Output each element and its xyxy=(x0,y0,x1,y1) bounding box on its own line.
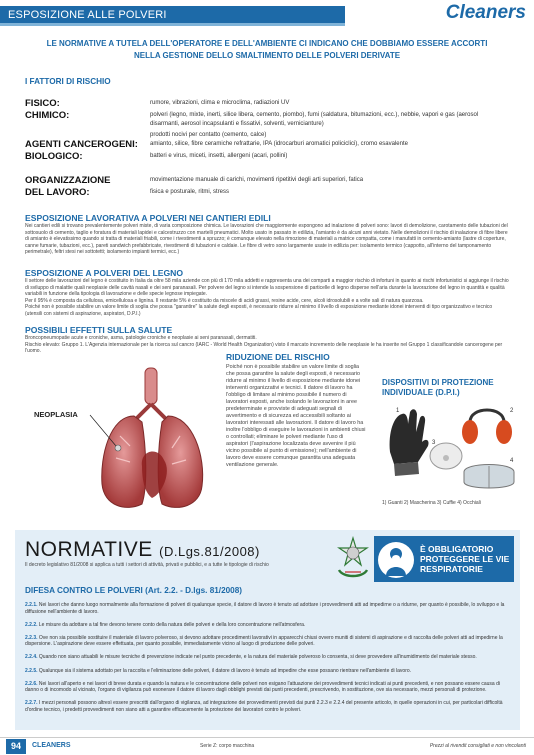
risk-value: rumore, vibrazioni, clima e microclima, radiazioni UV xyxy=(150,100,290,106)
num-1: 1 xyxy=(396,408,400,414)
goggles-icon xyxy=(464,465,514,489)
risk-value: polveri (legno, mixte, inerti, silice libera, cemento, piombo), fumi (saldatura, bitumazioni, ecc.), nebbie, vapori e gas (aerosol disarmanti, aerosol incapsulanti e fissativi, solventi, vernicianture) xyxy=(150,112,479,127)
neoplasia-label: NEOPLASIA xyxy=(34,410,78,419)
risk-row-lavoro xyxy=(25,188,505,198)
dpi-caption: 1) Guanti 2) Mascherina 3) Cuffie 4) Occhiali xyxy=(382,500,481,506)
dpi-title: DISPOSITIVI DI PROTEZIONE INDIVIDUALE (D.P.I.) xyxy=(382,378,494,397)
risk-value: prodotti nocivi per contatto (cemento, calce) xyxy=(150,132,267,138)
page-number: 94 xyxy=(6,739,26,754)
article-item xyxy=(25,668,515,675)
num-3: 3 xyxy=(432,440,436,446)
article-item xyxy=(25,635,515,648)
articles-list xyxy=(25,602,515,720)
warning-box xyxy=(374,536,514,582)
risk-label: FISICO: xyxy=(25,98,60,109)
edili-section xyxy=(25,213,509,256)
normative-title-sub: (D.Lgs.81/2008) xyxy=(159,544,260,559)
article-num: 2.2.1. xyxy=(25,602,38,608)
article-item xyxy=(25,622,515,629)
article-text: Quando non siano attuabili le misure tecniche di prevenzione indicate nel punto precedente, e la natura del materiale polveroso lo consenta, si deve provvedere all'inumidimento del materiale stesso. xyxy=(38,654,477,661)
risk-row-cancerogeni xyxy=(25,140,505,150)
risk-value: fisica e posturale, ritmi, stress xyxy=(150,188,230,195)
dpi-section xyxy=(382,378,522,506)
article-text: Nei lavori all'aperto e nei lavori di breve durata e quando la natura e le concentrazione delle polveri non esigano l'attuazione dei provvedimenti tecnici indicati ai punti precedenti, e non possano essere causa di danno o di incomodo al vicinato, l'organo di vigilanza può esonerare il datore di lavoro dagli obblighi previsti dai punti precedenti, prescrivendo, in sostituzione, ove sia necessario, mezzi personali di protezione. xyxy=(25,680,500,694)
intro-line-1: LE NORMATIVE A TUTELA DELL'OPERATORE E DELL'AMBIENTE CI INDICANO CHE DOBBIAMO ESSERE ACCORTI xyxy=(46,39,488,48)
article-text: Ove non sia possibile sostituire il materiale di lavoro polveroso, si devono adottare procedimenti lavorativi in apparecchi chiusi ovvero muniti di sistemi di aspirazione e di raccolta delle polveri atti ad impedirne la dispersione. L'aspirazione deve essere effettuata, per quanto possibile, immediatamente vicino al luogo di produzione delle polveri. xyxy=(25,634,503,648)
legno-text-1: Il settore delle lavorazioni del legno è costituito in Italia da oltre 58 mila aziende con più di 170 mila addetti e rappresenta una dei comparti a maggior rischio di infortuni in quanto ai rischi infortunistici si aggiunge il rischio di sviluppo di malattie quali neoplasie delle cavità nasali e dei seni paranasali. Per polvere del legno si intende la sospensione di particelle di legno disperse nell'aria durante la lavorazione del legno in quantità e qualità variabili in funzione della tipologia di lavorazione e delle specie legnose impiegate. xyxy=(25,278,509,298)
warning-text: È OBBLIGATORIO PROTEGGERE LE VIE RESPIRATORIE xyxy=(420,544,510,574)
respirator-icon xyxy=(378,542,414,578)
ear-muffs-icon xyxy=(462,410,512,444)
footer-series: Serie Z: corpo macchina xyxy=(200,743,255,749)
risk-label: BIOLOGICO: xyxy=(25,150,83,162)
riduzione-text: Poiché non è possibile stabilire un valore limite di soglia che possa garantire la salute degli esposti, è necessario ridurre al minimo il livello di esposizione mediante idonei interventi organizzativi e tecnici. Il datore di lavoro ha l'obbligo di limitare al minimo possibile il numero di lavoratori esposti, anche isolando le lavorazioni in aree predeterminate e provviste di adeguati segnali di avvertimento e di sicurezza ed accessibili soltanto ai lavoratori interessati alle lavorazioni. Il datore di lavoro ha inoltre l'obbligo di eseguire le lavorazioni in ambienti chiusi o controllati; eliminare le polveri mediante l'uso di aspiratori (l'aspirazione localizzata deve avvenire il più vicino possibile al punto di emissione); nell'ambiente di lavoro deve essere comunque garantita una adeguata ventilazione generale. xyxy=(226,364,366,468)
ppe-icons xyxy=(382,402,522,498)
article-num: 2.2.7. xyxy=(25,700,38,707)
article-num: 2.2.3. xyxy=(25,634,38,641)
article-num: 2.2.6. xyxy=(25,680,38,687)
article-text: Qualunque sia il sistema adottato per la raccolta e l'eliminazione delle polveri, il datore di lavoro è tenuto ad impedire che esse possano rientrare nell'ambiente di lavoro. xyxy=(38,667,412,674)
article-num: 2.2.4. xyxy=(25,654,38,661)
brand-logo: Cleaners xyxy=(445,2,526,23)
legno-title: ESPOSIZIONE A POLVERI DEL LEGNO xyxy=(25,268,184,278)
footer-note: Prezzi al rivendit consigliati e non vincolanti xyxy=(429,743,526,749)
risk-value: movimentazione manuale di carichi, movimenti ripetitivi degli arti superiori, fatica xyxy=(150,176,364,183)
section-title: ESPOSIZIONE ALLE POLVERI xyxy=(0,6,345,26)
mask-icon xyxy=(430,443,462,469)
article-num: 2.2.5. xyxy=(25,667,38,674)
page-footer xyxy=(0,737,534,755)
salute-title: POSSIBILI EFFETTI SULLA SALUTE xyxy=(25,325,173,335)
riduzione-title: RIDUZIONE DEL RISCHIO xyxy=(226,352,330,362)
normative-panel xyxy=(15,530,520,730)
salute-section xyxy=(25,325,509,355)
risk-label: AGENTI CANCEROGENI: xyxy=(25,138,138,150)
num-2: 2 xyxy=(510,408,514,414)
lungs-icon xyxy=(30,366,215,516)
dpi-images xyxy=(382,402,522,498)
intro-statement xyxy=(20,38,514,62)
article-item xyxy=(25,654,515,661)
article-text: Le misure da adottare a tal fine devono tenere conto della natura delle polveri e della loro concentrazione nell'atmosfera. xyxy=(38,621,306,628)
legno-text-2: Per il 95% è composta da cellulosa, emicellulosa e lignina. Il restante 5% è costituito da miscele di acidi grassi, resine acide, cere, alcoli idrosolubili e a volte sali di natura quarzosa. xyxy=(25,297,424,304)
risk-value: batteri e virus, miceti, insetti, allergeni (acari, pollini) xyxy=(150,152,288,159)
normative-subtitle: Il decreto legislativo 81/2008 si applica a tutti i settori di attività, privati e pubblici, e a tutte le tipologie di rischio xyxy=(25,562,269,568)
legno-text-3: Poiché non è possibile stabilire un valore limite di soglia che possa "garantire" la salute degli esposti, è necessario ridurre al minimo il livello di esposizione mediante idonei interventi di tipo organizzativo e tecnico (utensili con sistemi di aspirazione, aspiratori, D.P.I.) xyxy=(25,304,493,317)
risk-row-fisico xyxy=(25,99,505,109)
salute-text-2: Rischio elevato: Gruppo 1. L'Agenzia internazionale per la ricerca sul cancro (IARC - World Health Organization) visto il marcato incremento delle neoplasie le ha inserite nel Gruppo 1 classificandole cancerogene per l'uomo. xyxy=(25,341,503,355)
footer-brand: CLEANERS xyxy=(32,742,71,749)
gloves-icon xyxy=(390,409,429,476)
difesa-title: DIFESA CONTRO LE POLVERI (Art. 2.2. - D.lgs. 81/2008) xyxy=(25,586,243,595)
fattori-title: I FATTORI DI RISCHIO xyxy=(25,77,111,86)
article-item xyxy=(25,681,515,694)
article-item xyxy=(25,602,515,615)
top-bar xyxy=(0,0,534,30)
article-num: 2.2.2. xyxy=(25,621,38,628)
italian-emblem-icon xyxy=(333,536,373,580)
num-4: 4 xyxy=(510,458,514,464)
normative-title xyxy=(25,538,260,562)
risk-row-organizzazione xyxy=(25,176,505,186)
normative-title-main: NORMATIVE xyxy=(25,538,153,561)
article-item xyxy=(25,700,515,713)
riduzione-section xyxy=(226,352,366,469)
article-text: I mezzi personali possono altresì essere prescritti dall'organo di vigilanza, ad integrazione dei provvedimenti previsti dai punti 2.2.3 e 2.2.4 del presente articolo, in quelle operazioni in cui, per particolari difficoltà d'ordine tecnico, i predetti provvedimenti non siano atti a garantire efficacemente la protezione dei lavoratori contro le polveri. xyxy=(25,700,503,713)
risk-factors-table xyxy=(25,99,505,198)
risk-row-biologico xyxy=(25,152,505,162)
risk-label: CHIMICO: xyxy=(25,110,70,121)
article-text: Nei lavori che danno luogo normalmente alla formazione di polveri di qualunque specie, il datore di lavoro è tenuto ad adottare i provvedimenti atti ad impedirne o a ridurne, per quanto è possibile, lo sviluppo e la diffusione nell'ambiente di lavoro. xyxy=(25,602,505,615)
legno-section xyxy=(25,268,509,318)
edili-text: Nei cantieri edili si trovano prevalentemente polveri miste, di varia composizione chimica. Le lavorazioni che maggiormente espongono ad inalazione di polveri sono: lavori di demolizione, carotamento delle tubazioni del sottosuolo di cemento, taglio e foratura di materiali lapidei e calcestruzzo con martelli pneumatici. Molto usato in passato in edilizia, l'amianto è da alcuni anni vietato. Nelle demolizioni il rischio di inalazione di fibre libere di amianto è elevatissimo quando si tratta di materiali friabili, come i rivestimenti a spruzzo; è comunque elevato nella rimozione di materiali a matrice compatta, come i manufatti in cemento-amianto (lastre di coperture, canne fumarie, tubazioni, ecc.), pareti sandwich prefabbricate, rivestimenti di tubazioni e caldaie. Le fibre di vetro sono largamente usate in edilizia per: isolamento termico (cappotto, all'interno del tamponamento perimetrale), feltri stesi nei sottotetti; isolamento impianti termici, ecc.) xyxy=(25,223,508,256)
lungs-illustration xyxy=(30,366,215,516)
edili-title: ESPOSIZIONE LAVORATIVA A POLVERI NEI CANTIERI EDILI xyxy=(25,213,271,223)
salute-text-1: Broncopneumopatie acute e croniche, asma, patologie croniche e neoplasie ai seni paranasali, dermatiti. xyxy=(25,335,257,341)
risk-label: DEL LAVORO: xyxy=(25,186,90,198)
risk-label: ORGANIZZAZIONE xyxy=(25,174,111,186)
risk-value: amianto, silice, fibre ceramiche refrattarie, IPA (idrocarburi aromatici policiclici), cromo esavalente xyxy=(150,140,408,147)
risk-row-chimico xyxy=(25,111,505,128)
intro-line-2: NELLA GESTIONE DELLO SMALTIMENTO DELLE POLVERI DERIVATE xyxy=(133,51,401,60)
